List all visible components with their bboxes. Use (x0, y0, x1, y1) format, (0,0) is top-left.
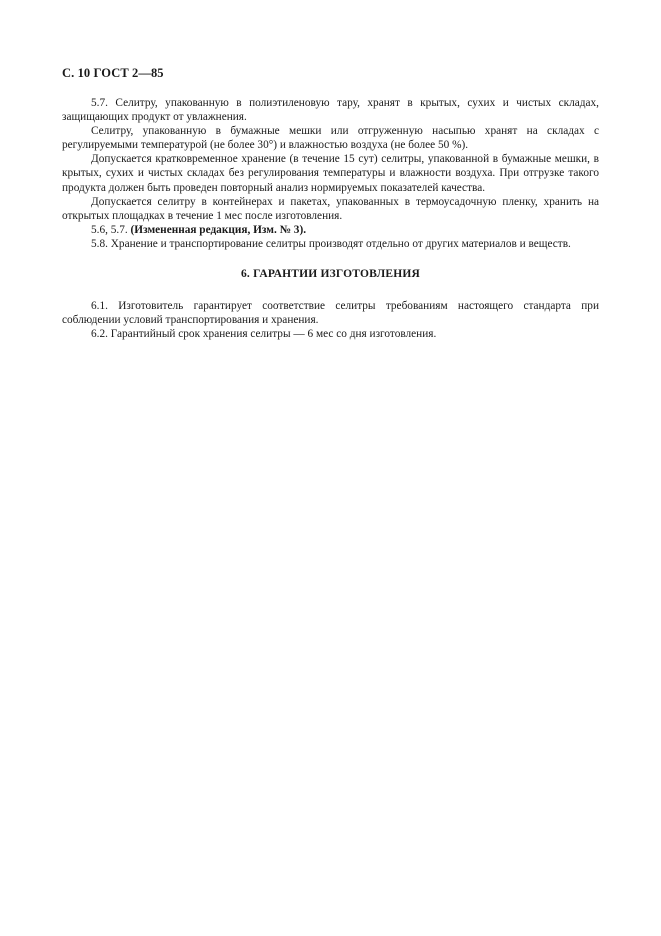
page-header: С. 10 ГОСТ 2—85 (62, 66, 164, 80)
document-body (62, 96, 599, 341)
paragraph-5-8: 5.8. Хранение и транспортирование селитры производят отдельно от других материалов и веществ. (91, 237, 571, 250)
amendment-ref: 5.6, 5.7. (91, 223, 131, 236)
paragraph-containers: Допускается селитру в контейнерах и пакетах, упакованных в термоусадочную пленку, хранить на открытых площадках в течение 1 мес после изготовления. (62, 195, 599, 222)
paragraph-amendment-note (62, 223, 599, 237)
amendment-label: (Измененная редакция, Изм. № 3). (130, 223, 307, 236)
paragraph-short-term-storage: Допускается кратковременное хранение (в течение 15 сут) селитры, упакованной в бумажные мешки, в крытых, сухих и чистых складах без регулирования температуры и влажности воздуха. При отгрузке такого продукта должен быть проведен повторный анализ нормируемых показателей качества. (62, 153, 599, 194)
paragraph-5-7: 5.7. Селитру, упакованную в полиэтиленовую тару, хранят в крытых, сухих и чистых складах, защищающих продукт от увлажнения. (62, 97, 599, 124)
paragraph-6-1: 6.1. Изготовитель гарантирует соответствие селитры требованиям настоящего стандарта при соблюдении условий транспортирования и хранения. (62, 300, 599, 327)
paragraph-paper-bags: Селитру, упакованную в бумажные мешки или отгруженную насыпью хранят на складах с регулируемыми температурой (не более 30°) и влажностью воздуха (не более 50 %). (62, 125, 599, 152)
section-6-title: 6. ГАРАНТИИ ИЗГОТОВЛЕНИЯ (240, 268, 421, 281)
paragraph-6-2: 6.2. Гарантийный срок хранения селитры — 6 мес со дня изготовления. (91, 328, 437, 341)
